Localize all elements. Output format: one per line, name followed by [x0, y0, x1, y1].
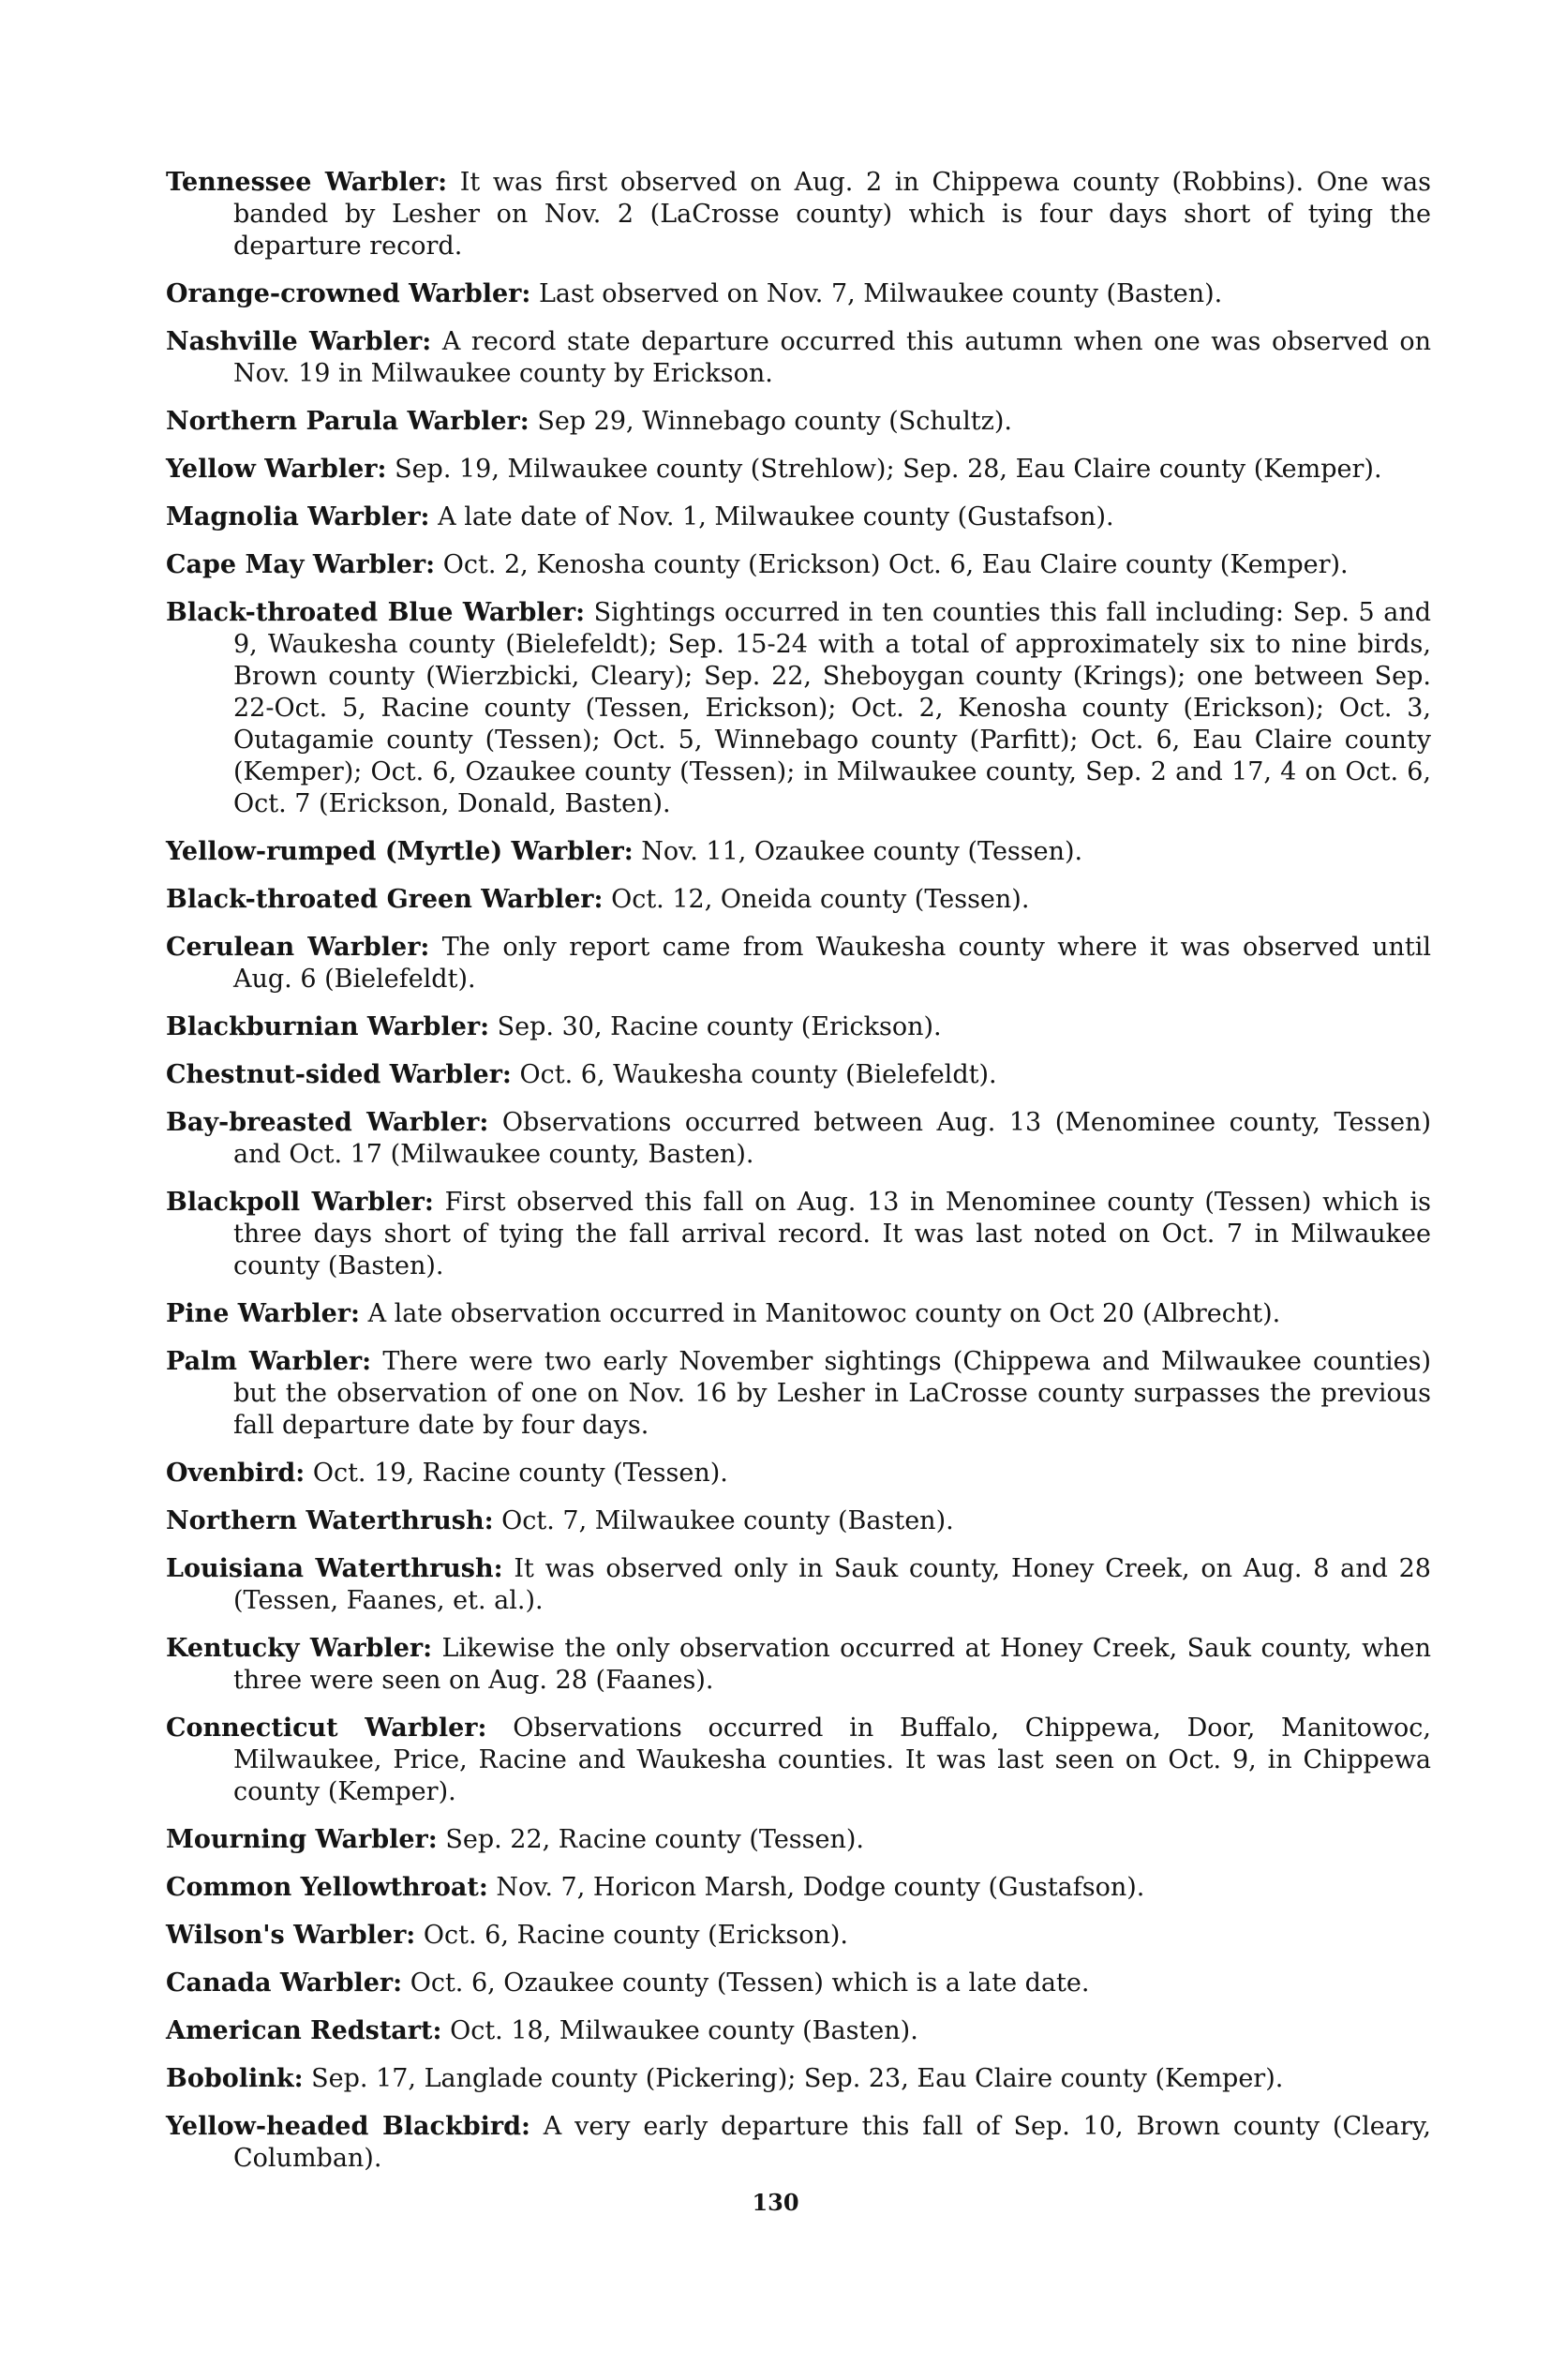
species-observation: A record state departure occurred this autumn when one was observed on Nov. 19 in Milwaukee county by Erickson.: [233, 327, 1431, 388]
species-observation: Nov. 11, Ozaukee county (Tessen).: [641, 837, 1083, 866]
species-name: Northern Parula Warbler:: [166, 407, 529, 436]
species-entry: [166, 1968, 1431, 1999]
species-observation: Sightings occurred in ten counties this fall including: Sep. 5 and 9, Waukesha county (Bielefeldt); Sep. 15-24 with a total of approximately six to nine birds, Brown county (Wierzbicki, Cleary); Sep. 22, Sheboygan county (Krings); one between Sep. 22-Oct. 5, Racine county (Tessen, Erickson); Oct. 2, Kenosha county (Erickson); Oct. 3, Outagamie county (Tessen); Oct. 5, Winnebago county (Parfitt); Oct. 6, Eau Claire county (Kemper); Oct. 6, Ozaukee county (Tessen); in Milwaukee county, Sep. 2 and 17, 4 on Oct. 6, Oct. 7 (Erickson, Donald, Basten).: [233, 598, 1431, 818]
species-entry: [166, 1011, 1431, 1043]
species-observation: Observations occurred in Buffalo, Chippewa, Door, Manitowoc, Milwaukee, Price, Racine and Waukesha counties. It was last seen on Oct. 9, in Chippewa county (Kemper).: [233, 1714, 1432, 1806]
species-observation: Sep. 22, Racine county (Tessen).: [445, 1825, 865, 1854]
species-name: Black-throated Green Warbler:: [166, 885, 604, 914]
species-name: Yellow-headed Blackbird:: [166, 2112, 530, 2141]
species-entry: [166, 2063, 1431, 2095]
species-entry: [166, 1824, 1431, 1856]
species-observation: Observations occurred between Aug. 13 (Menominee county, Tessen) and Oct. 17 (Milwaukee county, Basten).: [233, 1108, 1431, 1169]
species-name: Magnolia Warbler:: [166, 502, 430, 531]
species-name: Nashville Warbler:: [166, 327, 432, 356]
species-observation: Oct. 18, Milwaukee county (Basten).: [450, 2016, 918, 2045]
species-entry: [166, 167, 1431, 262]
species-entry: [166, 1872, 1431, 1904]
species-entry: [166, 597, 1431, 820]
species-name: Ovenbird:: [166, 1459, 306, 1488]
species-observation: Oct. 6, Ozaukee county (Tessen) which is a late date.: [410, 1968, 1090, 1998]
species-observation: Oct. 7, Milwaukee county (Basten).: [501, 1506, 954, 1535]
species-entry: [166, 1458, 1431, 1489]
species-name: Canada Warbler:: [166, 1968, 403, 1998]
species-entry: [166, 1920, 1431, 1952]
species-name: Kentucky Warbler:: [166, 1634, 433, 1663]
species-name: Pine Warbler:: [166, 1299, 360, 1328]
species-name: Tennessee Warbler:: [166, 168, 448, 197]
species-name: Blackpoll Warbler:: [166, 1188, 434, 1217]
species-observation: Nov. 7, Horicon Marsh, Dodge county (Gustafson).: [496, 1873, 1145, 1902]
species-entry: [166, 1298, 1431, 1330]
species-name: Palm Warbler:: [166, 1347, 372, 1376]
species-entry: [166, 1346, 1431, 1442]
species-name: Common Yellowthroat:: [166, 1873, 488, 1902]
species-observation: Oct. 2, Kenosha county (Erickson) Oct. 6, Eau Claire county (Kemper).: [442, 550, 1349, 579]
species-name: American Redstart:: [166, 2016, 442, 2045]
species-entry: [166, 1505, 1431, 1537]
species-name: Black-throated Blue Warbler:: [166, 598, 586, 627]
species-observation: Sep. 17, Langlade county (Pickering); Sep. 23, Eau Claire county (Kemper).: [311, 2064, 1284, 2093]
species-entry: [166, 836, 1431, 868]
species-list: [166, 167, 1431, 2175]
species-name: Northern Waterthrush:: [166, 1506, 494, 1535]
species-observation: Sep 29, Winnebago county (Schultz).: [537, 407, 1012, 436]
page-body: [166, 167, 1431, 2191]
species-observation: First observed this fall on Aug. 13 in Menominee county (Tessen) which is three days short of tying the fall arrival record. It was last noted on Oct. 7 in Milwaukee county (Basten).: [233, 1188, 1431, 1280]
species-entry: [166, 1107, 1431, 1171]
species-entry: [166, 1633, 1431, 1697]
species-entry: [166, 1059, 1431, 1091]
species-name: Yellow-rumped (Myrtle) Warbler:: [166, 837, 634, 866]
species-entry: [166, 1187, 1431, 1282]
species-name: Wilson's Warbler:: [166, 1921, 416, 1950]
species-observation: Oct. 19, Racine county (Tessen).: [312, 1459, 728, 1488]
species-name: Blackburnian Warbler:: [166, 1012, 490, 1041]
species-observation: Sep. 30, Racine county (Erickson).: [497, 1012, 942, 1041]
species-observation: It was observed only in Sauk county, Honey Creek, on Aug. 8 and 28 (Tessen, Faanes, et. al.).: [233, 1554, 1431, 1615]
species-name: Bobolink:: [166, 2064, 304, 2093]
species-entry: [166, 454, 1431, 486]
species-entry: [166, 884, 1431, 916]
species-observation: A very early departure this fall of Sep. 10, Brown county (Cleary, Columban).: [233, 2112, 1431, 2173]
species-name: Cerulean Warbler:: [166, 933, 430, 962]
species-observation: There were two early November sightings (Chippewa and Milwaukee counties) but the observation of one on Nov. 16 by Lesher in LaCrosse county surpasses the previous fall departure date by four days.: [233, 1347, 1431, 1440]
species-name: Orange-crowned Warbler:: [166, 279, 531, 308]
species-entry: [166, 326, 1431, 390]
species-entry: [166, 2015, 1431, 2047]
species-name: Connecticut Warbler:: [166, 1714, 487, 1743]
species-observation: Oct. 12, Oneida county (Tessen).: [611, 885, 1030, 914]
species-name: Chestnut-sided Warbler:: [166, 1060, 512, 1089]
species-observation: Sep. 19, Milwaukee county (Strehlow); Sep. 28, Eau Claire county (Kemper).: [395, 455, 1382, 484]
species-entry: [166, 278, 1431, 310]
species-entry: [166, 406, 1431, 438]
species-name: Yellow Warbler:: [166, 455, 387, 484]
species-entry: [166, 1553, 1431, 1617]
species-observation: Last observed on Nov. 7, Milwaukee county (Basten).: [538, 279, 1223, 308]
species-entry: [166, 501, 1431, 533]
species-entry: [166, 1713, 1431, 1808]
species-observation: It was first observed on Aug. 2 in Chippewa county (Robbins). One was banded by Lesher on Nov. 2 (LaCrosse county) which is four days short of tying the departure record.: [233, 168, 1431, 261]
species-observation: Likewise the only observation occurred at Honey Creek, Sauk county, when three were seen on Aug. 28 (Faanes).: [233, 1634, 1431, 1695]
species-entry: [166, 549, 1431, 581]
species-name: Louisiana Waterthrush:: [166, 1554, 503, 1583]
species-observation: A late date of Nov. 1, Milwaukee county (Gustafson).: [438, 502, 1114, 531]
species-name: Cape May Warbler:: [166, 550, 436, 579]
species-observation: Oct. 6, Waukesha county (Bielefeldt).: [519, 1060, 997, 1089]
species-entry: [166, 2111, 1431, 2175]
species-observation: A late observation occurred in Manitowoc county on Oct 20 (Albrecht).: [367, 1299, 1281, 1328]
page-number: 130: [752, 2189, 799, 2216]
species-entry: [166, 932, 1431, 995]
species-name: Mourning Warbler:: [166, 1825, 438, 1854]
species-observation: Oct. 6, Racine county (Erickson).: [423, 1921, 848, 1950]
species-name: Bay-breasted Warbler:: [166, 1108, 489, 1137]
species-observation: The only report came from Waukesha county where it was observed until Aug. 6 (Bielefeldt).: [233, 933, 1431, 994]
